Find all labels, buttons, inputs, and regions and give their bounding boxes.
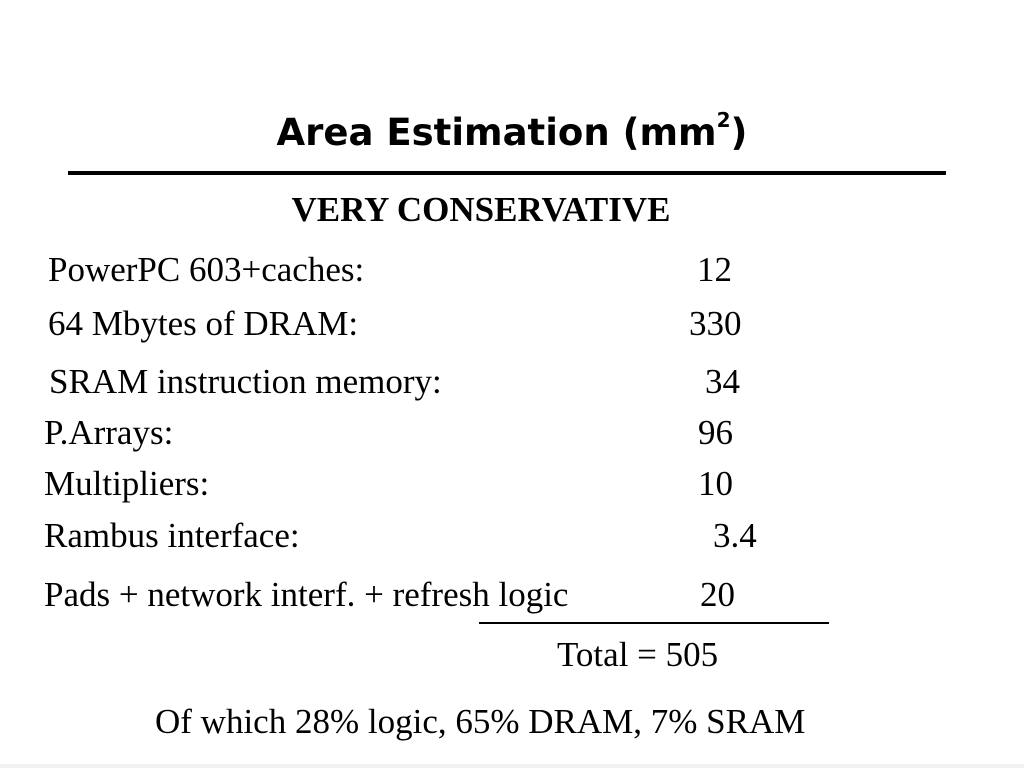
row-label-multipliers: Multipliers:: [44, 464, 210, 503]
row-value-dram: 330: [689, 304, 742, 343]
row-label-rambus: Rambus interface:: [44, 516, 300, 555]
row-value-pads: 20: [700, 575, 735, 614]
subtitle: VERY CONSERVATIVE: [291, 190, 671, 229]
title-close: ): [730, 111, 748, 154]
row-value-rambus: 3.4: [713, 516, 757, 555]
row-label-powerpc: PowerPC 603+caches:: [48, 250, 365, 289]
sum-underline: [479, 622, 829, 624]
total: Total = 505: [557, 635, 719, 674]
footnote: Of which 28% logic, 65% DRAM, 7% SRAM: [155, 702, 806, 741]
row-value-multipliers: 10: [698, 464, 733, 503]
title-superscript: 2: [716, 108, 731, 132]
slide-title: [0, 108, 1024, 158]
row-label-pads: Pads + network interf. + refresh logic: [44, 575, 569, 614]
title-underline: [68, 171, 946, 175]
title-text: Area Estimation (mm: [276, 111, 717, 154]
bottom-strip: [0, 764, 1024, 768]
row-value-parrays: 96: [698, 413, 733, 452]
row-label-parrays: P.Arrays:: [44, 413, 174, 452]
row-value-powerpc: 12: [697, 250, 732, 289]
row-value-sram: 34: [705, 362, 740, 401]
row-label-sram: SRAM instruction memory:: [49, 362, 442, 401]
row-label-dram: 64 Mbytes of DRAM:: [48, 304, 359, 343]
